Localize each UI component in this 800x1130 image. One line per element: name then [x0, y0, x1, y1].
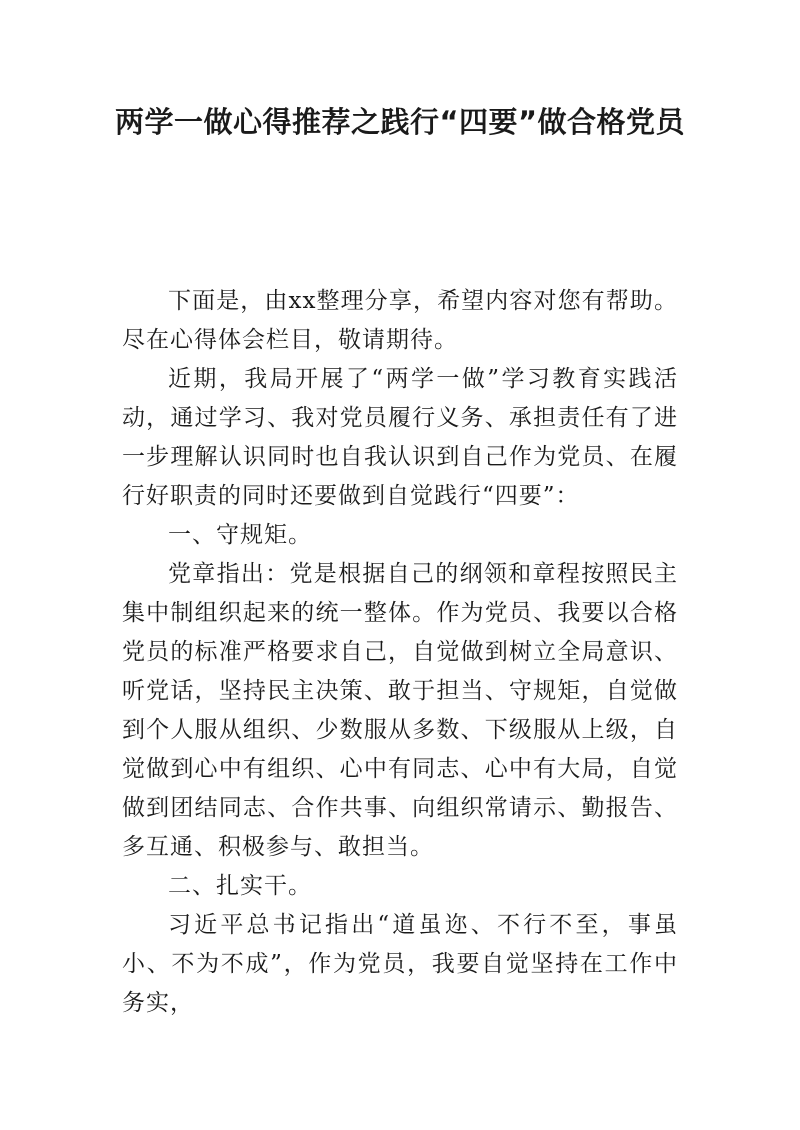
paragraph-section-1: 党章指出：党是根据自己的纲领和章程按照民主集中制组织起来的统一整体。作为党员、我要以合格党员的标准严格要求自己，自觉做到树立全局意识、听党话，坚持民主决策、敢于担当、守规矩，自觉做到个人服从组织、少数服从多数、下级服从上级，自觉做到心中有组织、心中有同志、心中有大局，自觉做到团结同志、合作共事、向组织常请示、勤报告、多互通、积极参与、敢担当。	[122, 561, 678, 860]
paragraph-intro: 下面是，由xx整理分享，希望内容对您有帮助。尽在心得体会栏目，敬请期待。	[122, 288, 678, 353]
paragraph-background: 近期，我局开展了“两学一做”学习教育实践活动，通过学习、我对党员履行义务、承担责任有了进一步理解认识同时也自我认识到自己作为党员、在履行好职责的同时还要做到自觉践行“四要”：	[122, 366, 678, 509]
paragraph-section-2: 习近平总书记指出“道虽迩、不行不至，事虽小、不为不成”，作为党员，我要自觉坚持在工作中务实，	[122, 912, 678, 1016]
section-heading-1: 一、守规矩。	[168, 522, 312, 548]
document-title: 两学一做心得推荐之践行“四要”做合格党员	[114, 105, 686, 139]
section-heading-2: 二、扎实干。	[168, 873, 312, 899]
document-body	[122, 282, 678, 1023]
